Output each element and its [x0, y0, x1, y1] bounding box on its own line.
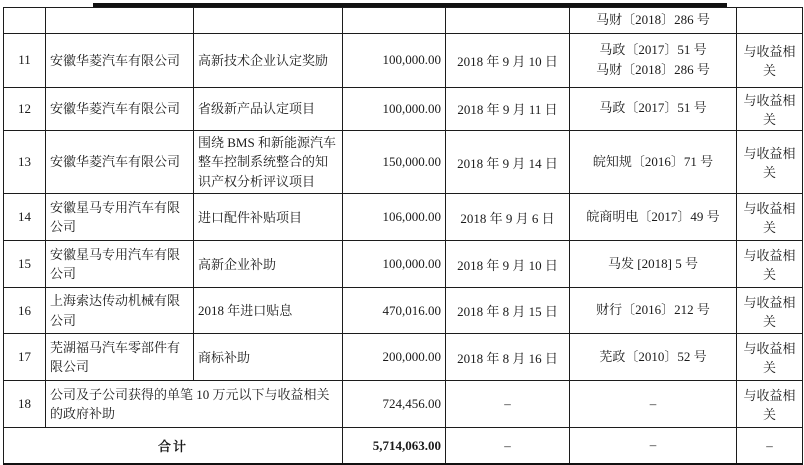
cell-date: 2018 年 9 月 14 日 — [446, 130, 570, 194]
doc-line: 马财〔2018〕286 号 — [596, 12, 710, 27]
cell-row-number: 16 — [4, 288, 46, 334]
cell-date: – — [446, 381, 570, 428]
cell-company: 安徽星马专用汽车有限公司 — [46, 241, 194, 288]
doc-line: 马发 [2018] 5 号 — [608, 255, 698, 271]
doc-line: 马政〔2017〕51 号 — [599, 41, 707, 57]
cell-project: 高新技术企业认定奖励 — [194, 33, 343, 87]
cell-doc-number — [570, 8, 737, 34]
cell-row-number: 12 — [4, 87, 46, 130]
cell-amount: 100,000.00 — [343, 241, 446, 288]
doc-line: 皖商明电〔2017〕49 号 — [586, 208, 720, 224]
cell-amount: 106,000.00 — [343, 194, 446, 241]
cell-related: 与收益相关 — [737, 33, 803, 87]
cell-related: 与收益相关 — [737, 288, 803, 334]
doc-line: 皖知规〔2016〕71 号 — [592, 153, 714, 169]
cell-project: 进口配件补贴项目 — [194, 194, 343, 241]
cell-related: 与收益相关 — [737, 130, 803, 194]
cell-project: 省级新产品认定项目 — [194, 87, 343, 130]
cell-doc-number — [570, 241, 737, 288]
cell-amount: 470,016.00 — [343, 288, 446, 334]
total-label: 合计 — [4, 428, 343, 464]
cell-amount: 100,000.00 — [343, 33, 446, 87]
cell-doc-number — [570, 194, 737, 241]
cell-row-number: 15 — [4, 241, 46, 288]
table-row-total — [4, 428, 803, 464]
table-row — [4, 334, 803, 381]
table-row — [4, 87, 803, 130]
table-row — [4, 381, 803, 428]
cell-related: 与收益相关 — [737, 87, 803, 130]
cell-related — [737, 8, 803, 34]
doc-line: 马政〔2017〕51 号 — [599, 100, 707, 116]
cell-row-number: 14 — [4, 194, 46, 241]
cell-description: 公司及子公司获得的单笔 10 万元以下与收益相关的政府补助 — [46, 381, 343, 428]
cell-doc-number — [570, 87, 737, 130]
cell-row-number — [4, 8, 46, 34]
cell-related: 与收益相关 — [737, 241, 803, 288]
cell-project — [194, 8, 343, 34]
subsidy-table — [3, 7, 803, 465]
cell-amount: 100,000.00 — [343, 87, 446, 130]
cell-doc-number — [570, 130, 737, 194]
cell-date: 2018 年 9 月 11 日 — [446, 87, 570, 130]
total-amount: 5,714,063.00 — [343, 428, 446, 464]
doc-line: 马财〔2018〕286 号 — [596, 62, 710, 78]
cell-date: 2018 年 9 月 10 日 — [446, 33, 570, 87]
cell-amount: 150,000.00 — [343, 130, 446, 194]
cell-row-number: 11 — [4, 33, 46, 87]
cell-company — [46, 8, 194, 34]
cell-related: 与收益相关 — [737, 334, 803, 381]
cell-company: 上海索达传动机械有限公司 — [46, 288, 194, 334]
cell-project: 围绕 BMS 和新能源汽车整车控制系统整合的知识产权分析评议项目 — [194, 130, 343, 194]
cell-related: 与收益相关 — [737, 194, 803, 241]
doc-line: 财行〔2016〕212 号 — [596, 302, 710, 318]
cell-amount — [343, 8, 446, 34]
cell-company: 芜湖福马汽车零部件有限公司 — [46, 334, 194, 381]
cell-doc-number — [570, 288, 737, 334]
table-row — [4, 194, 803, 241]
doc-line: – — [649, 395, 657, 411]
cell-date: 2018 年 8 月 15 日 — [446, 288, 570, 334]
doc-line: 芜政〔2010〕52 号 — [599, 348, 707, 364]
cell-doc-number — [570, 33, 737, 87]
total-related: – — [737, 428, 803, 464]
cell-date: 2018 年 9 月 6 日 — [446, 194, 570, 241]
total-doc: – — [570, 428, 737, 464]
cell-project: 2018 年进口贴息 — [194, 288, 343, 334]
cell-row-number: 18 — [4, 381, 46, 428]
cell-date: 2018 年 8 月 16 日 — [446, 334, 570, 381]
cell-row-number: 13 — [4, 130, 46, 194]
cell-row-number: 17 — [4, 334, 46, 381]
cell-amount: 724,456.00 — [343, 381, 446, 428]
cell-doc-number — [570, 334, 737, 381]
cell-project: 商标补助 — [194, 334, 343, 381]
table-row-continuation — [4, 8, 803, 34]
cell-project: 高新企业补助 — [194, 241, 343, 288]
cell-company: 安徽星马专用汽车有限公司 — [46, 194, 194, 241]
cell-date — [446, 8, 570, 34]
table-row — [4, 288, 803, 334]
cell-company: 安徽华菱汽车有限公司 — [46, 130, 194, 194]
cell-company: 安徽华菱汽车有限公司 — [46, 87, 194, 130]
table-row — [4, 130, 803, 194]
total-date: – — [446, 428, 570, 464]
table-row — [4, 33, 803, 87]
cell-doc-number — [570, 381, 737, 428]
cell-amount: 200,000.00 — [343, 334, 446, 381]
cell-company: 安徽华菱汽车有限公司 — [46, 33, 194, 87]
table-row — [4, 241, 803, 288]
cell-date: 2018 年 9 月 10 日 — [446, 241, 570, 288]
cell-related: 与收益相关 — [737, 381, 803, 428]
